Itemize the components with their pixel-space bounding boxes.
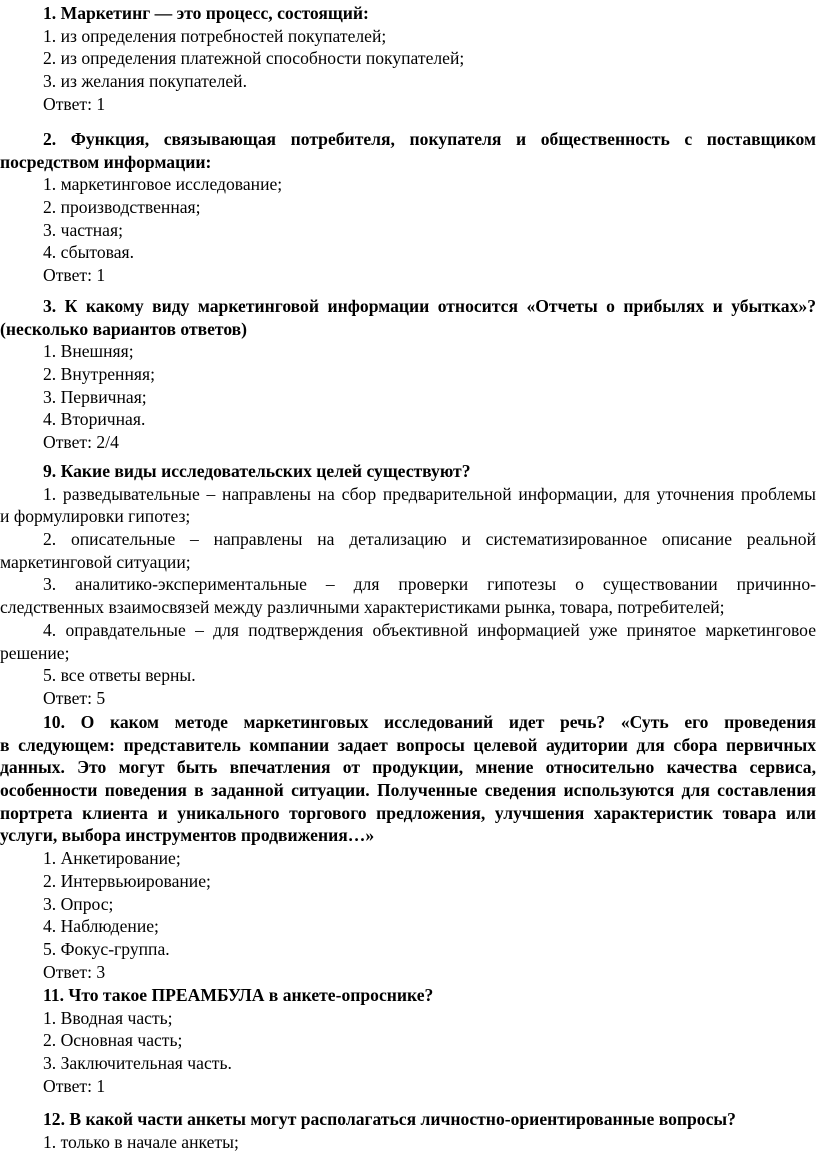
answer-option-continuation: маркетинговой ситуации; xyxy=(0,551,191,572)
answer-option-continuation: следственных взаимосвязей между различными характеристиками рынка, товара, потребителей; xyxy=(0,597,725,618)
answer-option: 1. Анкетирование; xyxy=(43,848,181,869)
answer-option: 3. Заключительная часть. xyxy=(43,1053,232,1074)
correct-answer: Ответ: 1 xyxy=(43,1075,106,1096)
answer-option: 3. Опрос; xyxy=(43,893,114,914)
answer-option: 4. сбытовая. xyxy=(43,242,135,263)
question-2 xyxy=(0,128,816,287)
correct-answer: Ответ: 2/4 xyxy=(43,432,119,453)
answer-option: 2. Внутренняя; xyxy=(43,364,155,385)
question-title: данных. Это могут быть впечатления от продукции, мнение относительно качества сервиса, xyxy=(0,757,816,778)
answer-option: 1. из определения потребностей покупателей; xyxy=(43,25,387,46)
question-10 xyxy=(0,711,816,983)
question-title: 9. Какие виды исследовательских целей существуют? xyxy=(43,461,471,481)
question-title: особенности поведения в заданной ситуации. Полученные сведения используются для составления xyxy=(0,780,816,801)
question-9 xyxy=(0,460,816,710)
answer-option-continuation: решение; xyxy=(0,642,70,663)
question-title: услуги, выбора инструментов продвижения…» xyxy=(0,825,375,846)
question-title: посредством информации: xyxy=(0,151,212,172)
question-title: 2. Функция, связывающая потребителя, покупателя и общественность с поставщиком xyxy=(43,129,816,149)
answer-option-continuation: и формулировки гипотез; xyxy=(0,506,191,527)
answer-option: 3. Первичная; xyxy=(43,386,147,407)
answer-option: 1. только в начале анкеты; xyxy=(43,1131,239,1152)
answer-option: 4. оправдательные – для подтверждения объективной информацией уже принятое маркетинговое xyxy=(43,619,816,640)
correct-answer: Ответ: 1 xyxy=(43,265,106,286)
answer-option: 3. частная; xyxy=(43,219,123,240)
answer-option: 4. Вторичная. xyxy=(43,409,146,430)
question-title: 1. Маркетинг — это процесс, состоящий: xyxy=(43,3,369,23)
answer-option: 1. Вводная часть; xyxy=(43,1007,173,1028)
answer-option: 2. описательные – направлены на детализацию и систематизированное описание реальной xyxy=(43,529,816,550)
correct-answer: Ответ: 5 xyxy=(43,687,106,708)
question-title: 11. Что такое ПРЕАМБУЛА в анкете-опроснике? xyxy=(43,985,434,1005)
question-title: в следующем: представитель компании задает вопросы целевой аудитории для сбора первичных xyxy=(0,734,816,755)
answer-option: 5. Фокус-группа. xyxy=(43,938,170,959)
question-3 xyxy=(0,295,816,454)
answer-option: 1. разведывательные – направлены на сбор предварительной информации, для уточнения проблемы xyxy=(43,483,816,504)
answer-option: 4. Наблюдение; xyxy=(43,916,159,937)
answer-option: 2. из определения платежной способности покупателей; xyxy=(43,48,465,69)
question-title: 10. О каком методе маркетинговых исследований идет речь? «Суть его проведения xyxy=(43,712,816,732)
question-11 xyxy=(0,984,816,1097)
question-title: (несколько вариантов ответов) xyxy=(0,318,248,339)
answer-option: 1. маркетинговое исследование; xyxy=(43,174,283,195)
answer-option: 2. производственная; xyxy=(43,197,201,218)
answer-option: 2. Интервьюирование; xyxy=(43,870,211,891)
answer-option: 3. аналитико-экспериментальные – для проверки гипотезы о существовании причинно- xyxy=(43,574,816,595)
correct-answer: Ответ: 1 xyxy=(43,93,106,114)
question-title: 3. К какому виду маркетинговой информации относится «Отчеты о прибылях и убытках»? xyxy=(43,296,816,316)
question-title: портрета клиента и уникального торгового предложения, улучшения характеристик товара или xyxy=(0,802,816,823)
question-12 xyxy=(0,1108,816,1153)
question-title: 12. В какой части анкеты могут располагаться личностно-ориентированные вопросы? xyxy=(43,1109,736,1129)
correct-answer: Ответ: 3 xyxy=(43,961,106,982)
question-1 xyxy=(0,2,816,115)
answer-option: 5. все ответы верны. xyxy=(43,665,196,686)
answer-option: 2. Основная часть; xyxy=(43,1030,183,1051)
answer-option: 1. Внешняя; xyxy=(43,341,134,362)
answer-option: 3. из желания покупателей. xyxy=(43,71,247,92)
